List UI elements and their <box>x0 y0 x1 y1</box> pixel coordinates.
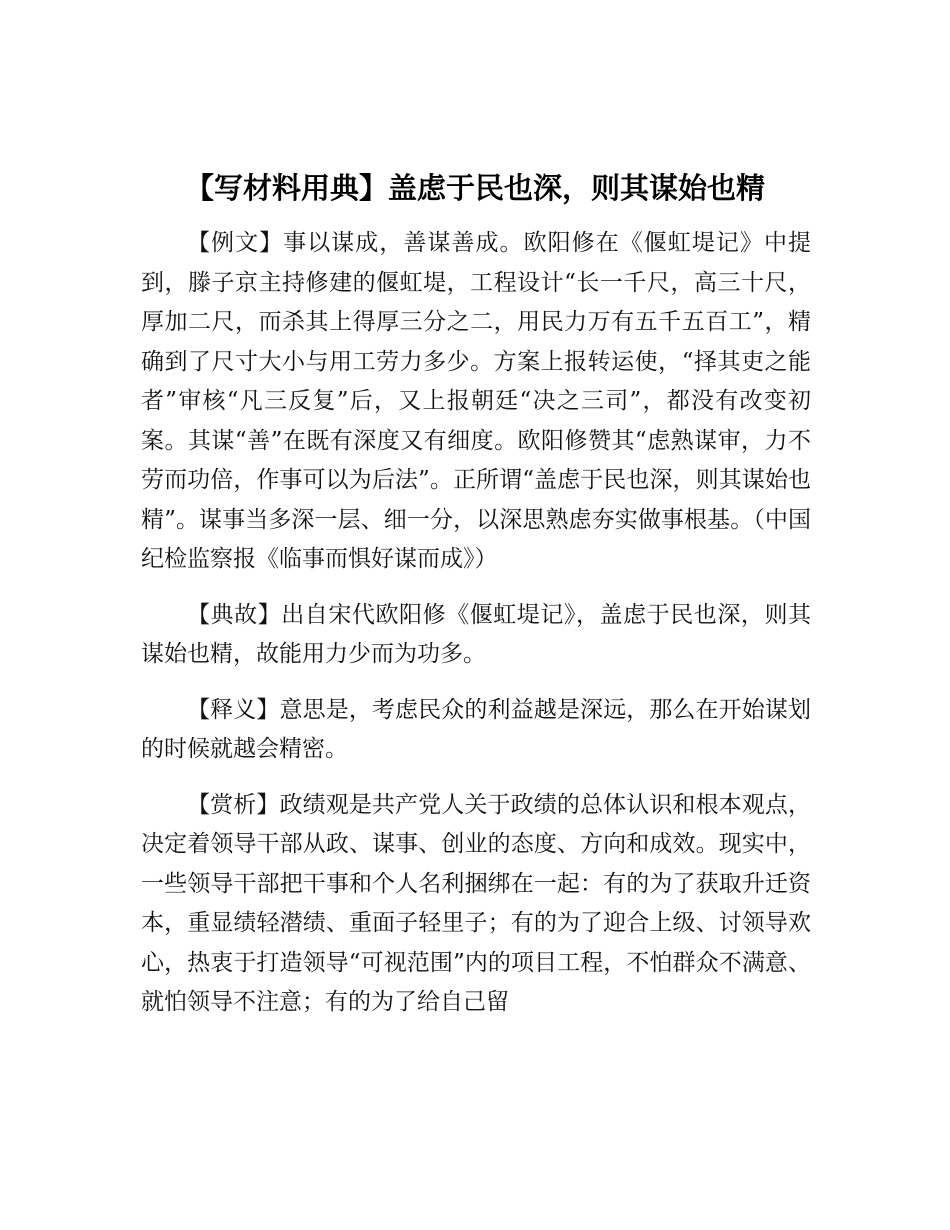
example-text: 事以谋成，善谋善成。欧阳修在《偃虹堤记》中提到，滕子京主持修建的偃虹堤，工程设计“长一千尺，高三十尺，厚加二尺，而杀其上得厚三分之二，用民力万有五千五百工”，精确到了尺寸大小与用工劳力多少。方案上报转运使，“择其吏之能者”审核“凡三反复”后，又上报朝廷“决之三司”，都没有改变初案。其谋“善”在既有深度又有细度。欧阳修赞其“虑熟谋审，力不劳而功倍，作事可以为后法”。正所谓“盖虑于民也深，则其谋始也精”。谋事当多深一层、细一分，以深思熟虑夯实做事根基。（中国纪检监察报《临事而惧好谋而成》） <box>141 230 812 572</box>
document-body <box>141 224 811 1039</box>
paragraph-meaning <box>141 691 811 770</box>
meaning-tag: 【释义】 <box>187 696 280 723</box>
allusion-text: 出自宋代欧阳修《偃虹堤记》，盖虑于民也深，则其谋始也精，故能用力少而为功多。 <box>141 601 812 667</box>
appreciation-tag: 【赏析】 <box>187 791 280 818</box>
document-title: 【写材料用典】盖虑于民也深，则其谋始也精 <box>184 171 765 205</box>
paragraph-allusion <box>141 596 811 675</box>
example-tag: 【例文】 <box>187 230 284 256</box>
appreciation-text: 政绩观是共产党人关于政绩的总体认识和根本观点，决定着领导干部从政、谋事、创业的态度、方向和成效。现实中，一些领导干部把干事和个人名利捆绑在一起：有的为了获取升迁资本，重显绩轻潜绩、重面子轻里子；有的为了迎合上级、讨领导欢心，热衷于打造领导“可视范围”内的项目工程，不怕群众不满意、就怕领导不注意；有的为了给自己留 <box>141 791 812 1015</box>
paragraph-appreciation <box>141 786 811 1023</box>
allusion-tag: 【典故】 <box>187 601 282 628</box>
meaning-text: 意思是，考虑民众的利益越是深远，那么在开始谋划的时候就越会精密。 <box>141 696 812 762</box>
paragraph-example <box>141 224 811 580</box>
